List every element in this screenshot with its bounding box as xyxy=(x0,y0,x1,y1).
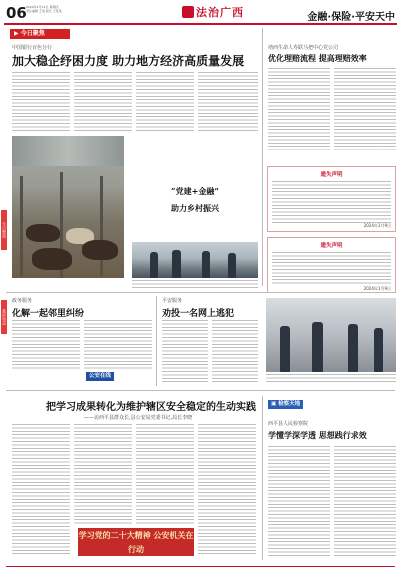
column-divider-3 xyxy=(262,396,263,560)
photo-caption-line-2: 助力乡村振兴 xyxy=(171,203,219,213)
lead-body-col-3 xyxy=(136,72,194,132)
footer-ad-text: 学习党的二十大精神 公安机关在行动 xyxy=(78,530,194,554)
office-photo xyxy=(266,298,396,372)
header-rule xyxy=(4,23,397,25)
notice-1-body xyxy=(272,181,391,223)
notice-2-body xyxy=(272,252,391,286)
midleft-body-col-1 xyxy=(12,320,80,370)
notice-box-1 xyxy=(267,166,396,232)
dateline-line-2: 责任编辑 王某 版式 王某某 xyxy=(26,9,62,13)
footer-ad-banner xyxy=(78,528,194,556)
bottomright-headline: 学懂学深学透 思想践行求效 xyxy=(268,430,367,440)
midcenter-headline: 劝投一名网上逃犯 xyxy=(162,309,235,319)
bottom-headline: 把学习成果转化为维护辖区安全稳定的生动实践 xyxy=(46,402,256,413)
lead-body-col-2 xyxy=(74,72,132,132)
column-divider xyxy=(262,28,263,286)
topright-body-col-2 xyxy=(334,68,396,150)
midcenter-body-col-1 xyxy=(162,320,208,382)
bottom-subhead: ——访西平县群众长,县公安局党委书记,局长李晓 xyxy=(84,415,193,421)
column-divider-2 xyxy=(156,296,157,386)
midcenter-body-col-2 xyxy=(212,320,258,382)
inspection-photo xyxy=(132,242,258,278)
topright-headline: 优化理赔流程 提高理赔效率 xyxy=(268,53,367,63)
midleft-body-col-2 xyxy=(84,320,152,370)
police-online-tag: 公安在线 xyxy=(86,372,114,381)
lead-headline: 加大稳企纾困力度 助力地方经济高质量发展 xyxy=(12,54,245,68)
topright-kicker: 靖西生命人寿联马把中心党公司 xyxy=(268,45,339,51)
lead-kicker: 中国银行百色分行 xyxy=(12,45,53,51)
notice-1-date: 2024年1月9日 xyxy=(363,223,391,228)
midcenter-kicker: 平安服务 xyxy=(162,298,183,304)
page-number: 06 xyxy=(6,4,27,22)
midleft-headline: 化解一起邻里纠纷 xyxy=(12,309,85,319)
bottomright-body-col-2 xyxy=(334,446,396,558)
dateline xyxy=(26,5,96,13)
today-banner xyxy=(10,29,70,39)
bottom-body-col-2 xyxy=(74,424,132,524)
notice-2-title: 遗失声明 xyxy=(320,243,343,249)
photo-credit xyxy=(132,280,258,288)
photo-caption-line-1: “党建+金融” xyxy=(171,186,219,196)
vertical-tab-label-2: 基层动态 xyxy=(2,309,7,325)
masthead-seal-icon xyxy=(182,6,194,18)
bottomright-kicker: 西平县人民检察院 xyxy=(268,421,309,427)
vertical-tab-label: 今日聚焦 xyxy=(2,222,7,238)
photo-caption xyxy=(132,186,258,214)
masthead-title: 法治广西 xyxy=(196,6,244,19)
section-divider-2 xyxy=(6,390,395,391)
procuratorate-tag-label: 检察天地 xyxy=(278,401,301,407)
bottom-body-col-1 xyxy=(12,424,70,556)
masthead xyxy=(182,4,244,20)
banner-label: 今日聚焦 xyxy=(20,30,45,37)
procuratorate-tag xyxy=(268,400,303,409)
footer-rule xyxy=(6,566,395,567)
lead-body-col-1 xyxy=(12,72,70,132)
notice-box-2 xyxy=(267,237,396,293)
banner-arrow-icon: ▶ xyxy=(14,30,21,37)
section-title: 金融·保险·平安天中 xyxy=(307,12,395,23)
office-photo-caption xyxy=(266,374,396,384)
bottom-body-col-3 xyxy=(136,424,194,524)
vertical-tab-grassroots xyxy=(1,300,7,334)
section-divider-1 xyxy=(6,292,395,293)
vertical-tab-today xyxy=(1,210,7,250)
midleft-kicker: 政务服务 xyxy=(12,298,33,304)
lead-body-col-4 xyxy=(198,72,258,132)
bottomright-body-col-1 xyxy=(268,446,330,558)
cattle-barn-photo xyxy=(12,136,124,278)
notice-1-title: 遗失声明 xyxy=(320,172,343,178)
dateline-line-1: 2024年1月11日 星期四 xyxy=(26,5,59,9)
bottom-body-col-4 xyxy=(198,424,256,556)
notice-2-date: 2024年1月9日 xyxy=(363,286,391,291)
procuratorate-icon: ▣ xyxy=(271,401,279,407)
topright-body-col-1 xyxy=(268,68,330,150)
